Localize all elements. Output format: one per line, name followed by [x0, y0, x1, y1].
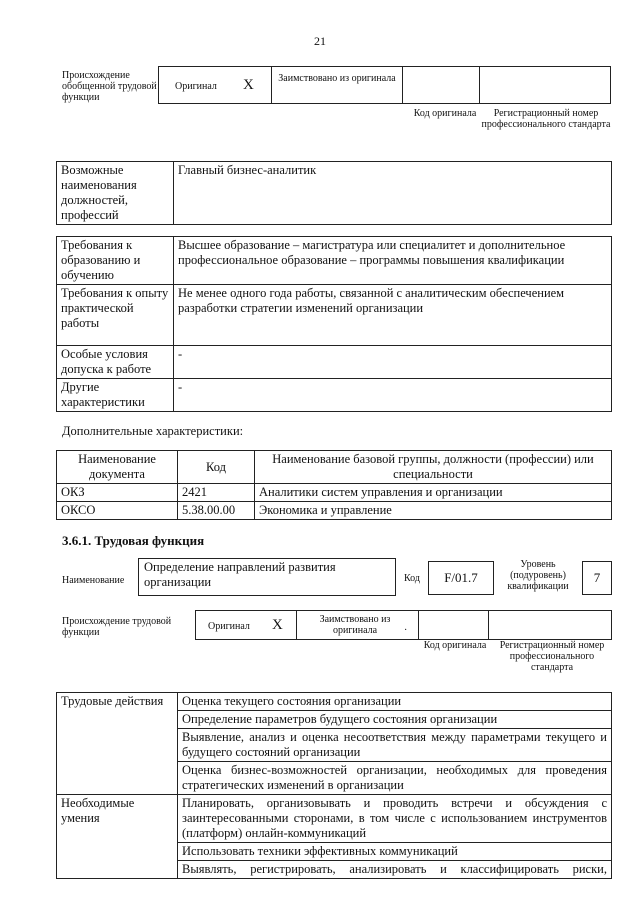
code-label: Код: [404, 573, 420, 584]
skill-item: Использовать техники эффективных коммуникаций: [178, 843, 612, 861]
header-cell: Код: [178, 451, 255, 484]
header-cell: Наименование документа: [57, 451, 178, 484]
origin-label: Происхождение обобщенной трудовой функции: [62, 70, 157, 103]
cell: ОКЗ: [57, 484, 178, 502]
cell: 5.38.00.00: [178, 502, 255, 520]
function-name-box: [138, 558, 396, 596]
original-mark: X: [243, 77, 254, 93]
name-label: Наименование: [62, 575, 125, 586]
action-item: Оценка бизнес-возможностей организации, необходимых для проведения стратегических изменений в организации: [178, 762, 612, 795]
level-label: Уровень (подуровень) квалификации: [507, 559, 569, 592]
additional-title: Дополнительные характеристики:: [62, 424, 244, 438]
dot-mark: ·: [404, 625, 408, 636]
skill-item: Выявлять, регистрировать, анализировать и классифицировать риски,: [178, 861, 612, 879]
table-row: [57, 285, 612, 346]
reg-number-label: Регистрационный номер профессионального стандарта: [481, 108, 611, 130]
borrowed-label: Заимствовано из оригинала: [278, 73, 396, 84]
code-original-label: Код оригинала: [423, 640, 487, 651]
skill-item: Планировать, организовывать и проводить встречи и обсуждения с заинтересованными сторонами, в том числе с использованием инструментов (платформ) онлайн-коммуникаций: [178, 795, 612, 843]
table-row: [57, 795, 612, 843]
requirement-value: Высшее образование – магистратура или специалитет и дополнительное профессиональное образование – программы повышения квалификации: [174, 237, 612, 285]
action-item: Оценка текущего состояния организации: [178, 693, 612, 711]
table-row: [57, 484, 612, 502]
cell: Аналитики систем управления и организации: [255, 484, 612, 502]
level-value: 7: [593, 570, 601, 585]
requirement-label: Особые условия допуска к работе: [57, 346, 174, 379]
code-original-label: Код оригинала: [413, 108, 477, 119]
cell: Экономика и управление: [255, 502, 612, 520]
divider: [296, 611, 297, 639]
requirement-label: Требования к образованию и обучению: [57, 237, 174, 285]
requirement-value: Не менее одного года работы, связанной с аналитическим обеспечением разработки стратегии изменений организации: [174, 285, 612, 346]
function-name-value: Определение направлений развития организации: [144, 560, 336, 589]
section-heading: 3.6.1. Трудовая функция: [62, 533, 205, 548]
divider: [479, 67, 480, 103]
original-label: Оригинал: [175, 81, 217, 92]
original-mark: X: [272, 617, 283, 633]
origin-box: [158, 66, 611, 104]
reg-number-label: Регистрационный номер профессионального стандарта: [499, 640, 605, 673]
cell: ОКСО: [57, 502, 178, 520]
header-cell: Наименование базовой группы, должности (профессии) или специальности: [255, 451, 612, 484]
table-row: [57, 693, 612, 711]
origin-box: [195, 610, 612, 640]
divider: [418, 611, 419, 639]
table-row: [57, 379, 612, 412]
function-code-value: F/01.7: [444, 570, 478, 585]
table-row: [57, 237, 612, 285]
table-header-row: [57, 451, 612, 484]
work-table: [56, 692, 612, 879]
divider: [402, 67, 403, 103]
divider: [488, 611, 489, 639]
table-row: [57, 346, 612, 379]
requirements-table: [56, 236, 612, 412]
level-box: [582, 561, 612, 595]
borrowed-label: Заимствовано из оригинала: [319, 614, 391, 636]
positions-table: [56, 161, 612, 225]
requirement-label: Другие характеристики: [57, 379, 174, 412]
positions-value: Главный бизнес-аналитик: [174, 162, 612, 225]
requirement-label: Требования к опыту практической работы: [57, 285, 174, 346]
requirement-value: -: [174, 346, 612, 379]
divider: [271, 67, 272, 103]
page-number: 21: [314, 34, 326, 48]
requirement-value: -: [174, 379, 612, 412]
cell: 2421: [178, 484, 255, 502]
original-label: Оригинал: [208, 621, 250, 632]
function-code-box: [428, 561, 494, 595]
skills-label: Необходимые умения: [57, 795, 178, 879]
positions-label: Возможные наименования должностей, профессий: [57, 162, 174, 225]
actions-label: Трудовые действия: [57, 693, 178, 795]
table-row: [57, 502, 612, 520]
origin-label: Происхождение трудовой функции: [62, 616, 172, 638]
action-item: Выявление, анализ и оценка несоответствия между параметрами текущего и будущего состояний организации: [178, 729, 612, 762]
additional-table: [56, 450, 612, 520]
action-item: Определение параметров будущего состояния организации: [178, 711, 612, 729]
